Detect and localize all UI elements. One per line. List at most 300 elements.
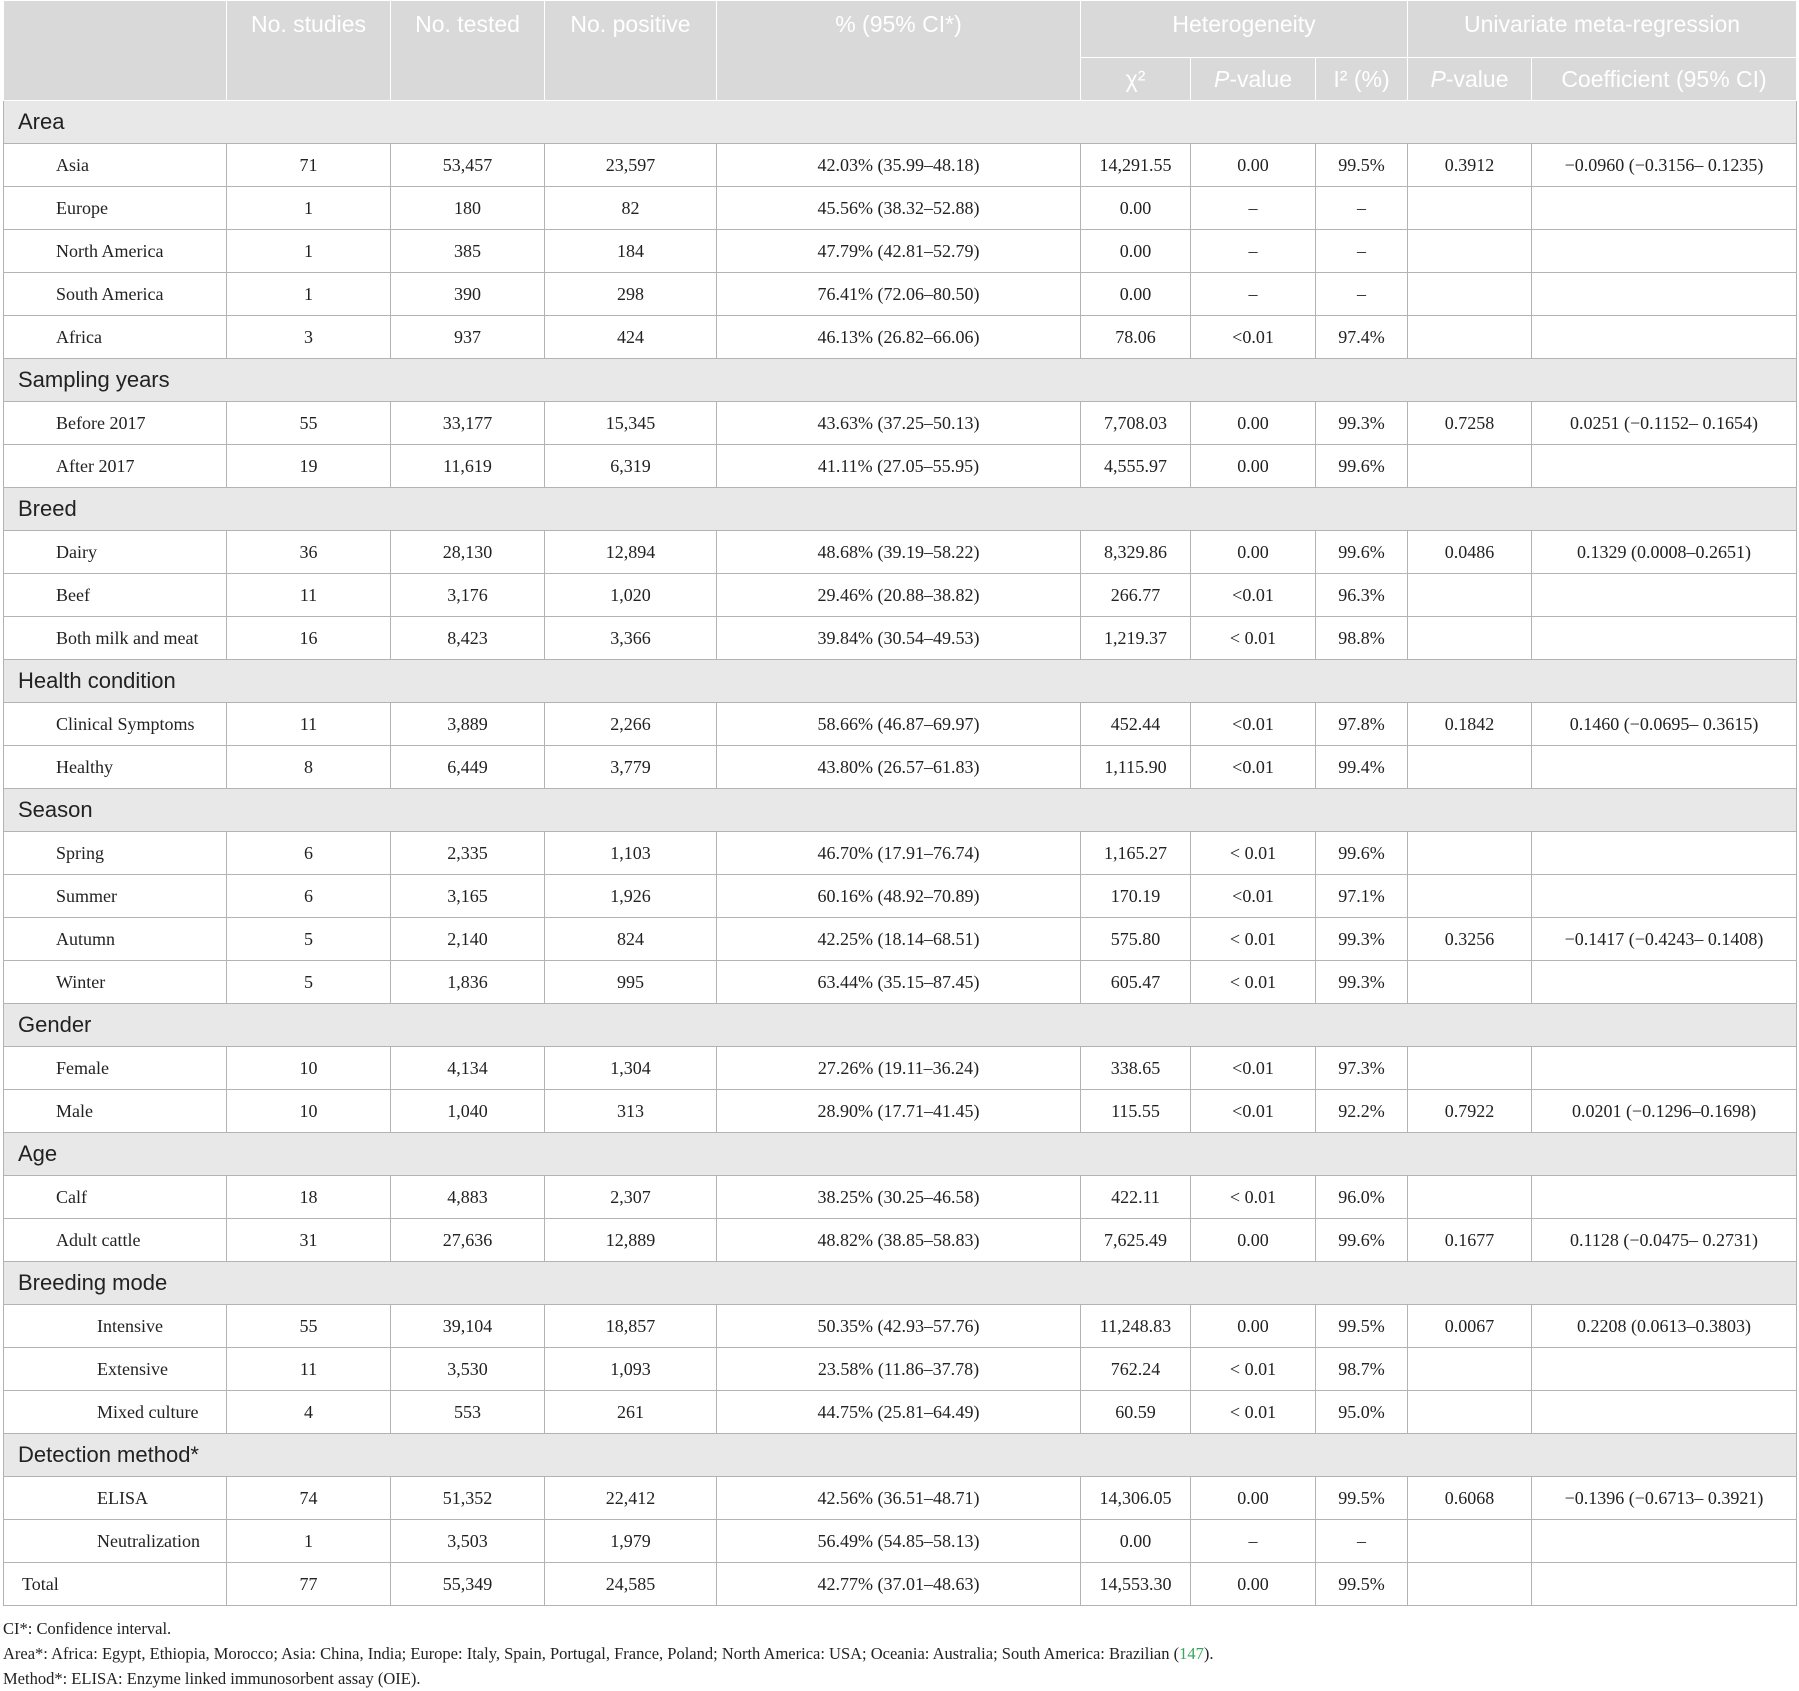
- i-squared-cell: 99.6%: [1316, 1219, 1408, 1262]
- table-row: [4, 402, 1797, 445]
- i-squared-cell: 99.4%: [1316, 746, 1408, 789]
- studies-cell: 6: [227, 832, 391, 875]
- studies-cell: 1: [227, 273, 391, 316]
- positive-cell: 2,266: [545, 703, 717, 746]
- table-row: [4, 1563, 1797, 1606]
- coefficient-cell: 0.1329 (0.0008–0.2651): [1532, 531, 1797, 574]
- percent-ci-cell: 63.44% (35.15–87.45): [717, 961, 1081, 1004]
- row-label: Spring: [4, 832, 227, 875]
- coefficient-cell: −0.1396 (−0.6713– 0.3921): [1532, 1477, 1797, 1520]
- positive-cell: 15,345: [545, 402, 717, 445]
- chi-square-cell: 452.44: [1081, 703, 1191, 746]
- positive-cell: 12,889: [545, 1219, 717, 1262]
- i-squared-cell: 99.5%: [1316, 144, 1408, 187]
- coefficient-cell: [1532, 316, 1797, 359]
- tested-cell: 1,836: [391, 961, 545, 1004]
- meta-p-value-cell: [1408, 746, 1532, 789]
- section-title: Health condition: [4, 660, 1797, 703]
- chi-square-cell: 4,555.97: [1081, 445, 1191, 488]
- chi-square-cell: 0.00: [1081, 230, 1191, 273]
- coefficient-cell: [1532, 1047, 1797, 1090]
- row-label: Autumn: [4, 918, 227, 961]
- p-value-cell: –: [1191, 230, 1316, 273]
- row-label: Female: [4, 1047, 227, 1090]
- header-p-value: P-value: [1191, 58, 1316, 101]
- header-positive: No. positive: [545, 1, 717, 101]
- coefficient-cell: [1532, 617, 1797, 660]
- meta-p-value-cell: 0.1842: [1408, 703, 1532, 746]
- row-label: After 2017: [4, 445, 227, 488]
- positive-cell: 824: [545, 918, 717, 961]
- table-footnotes: [3, 1616, 1796, 1691]
- i-squared-cell: 98.8%: [1316, 617, 1408, 660]
- studies-cell: 11: [227, 574, 391, 617]
- table-row: [4, 746, 1797, 789]
- section-title: Breed: [4, 488, 1797, 531]
- coefficient-cell: [1532, 875, 1797, 918]
- chi-square-cell: 8,329.86: [1081, 531, 1191, 574]
- chi-square-cell: 338.65: [1081, 1047, 1191, 1090]
- meta-p-value-cell: [1408, 445, 1532, 488]
- i-squared-cell: 92.2%: [1316, 1090, 1408, 1133]
- table-row: [4, 316, 1797, 359]
- tested-cell: 180: [391, 187, 545, 230]
- percent-ci-cell: 47.79% (42.81–52.79): [717, 230, 1081, 273]
- i-squared-cell: 99.6%: [1316, 445, 1408, 488]
- percent-ci-cell: 43.63% (37.25–50.13): [717, 402, 1081, 445]
- tested-cell: 390: [391, 273, 545, 316]
- p-value-cell: < 0.01: [1191, 1348, 1316, 1391]
- meta-p-value-cell: [1408, 875, 1532, 918]
- coefficient-cell: 0.1128 (−0.0475– 0.2731): [1532, 1219, 1797, 1262]
- p-value-cell: < 0.01: [1191, 1176, 1316, 1219]
- row-label: Calf: [4, 1176, 227, 1219]
- coefficient-cell: [1532, 273, 1797, 316]
- section-row: [4, 1434, 1797, 1477]
- section-title: Area: [4, 101, 1797, 144]
- studies-cell: 10: [227, 1047, 391, 1090]
- tested-cell: 3,530: [391, 1348, 545, 1391]
- positive-cell: 82: [545, 187, 717, 230]
- percent-ci-cell: 60.16% (48.92–70.89): [717, 875, 1081, 918]
- p-value-cell: <0.01: [1191, 746, 1316, 789]
- row-label: Extensive: [4, 1348, 227, 1391]
- row-label: Clinical Symptoms: [4, 703, 227, 746]
- row-label: Total: [4, 1563, 227, 1606]
- footnote-area: Area*: Africa: Egypt, Ethiopia, Morocco; Asia: China, India; Europe: Italy, Spain, Portugal, France, Poland; North America: USA; Oceania: Australia; South America: Brazilian (147).: [3, 1644, 1214, 1663]
- section-row: [4, 101, 1797, 144]
- section-title: Season: [4, 789, 1797, 832]
- p-value-cell: < 0.01: [1191, 617, 1316, 660]
- tested-cell: 937: [391, 316, 545, 359]
- studies-cell: 71: [227, 144, 391, 187]
- tested-cell: 553: [391, 1391, 545, 1434]
- p-value-cell: 0.00: [1191, 1219, 1316, 1262]
- p-value-cell: < 0.01: [1191, 832, 1316, 875]
- positive-cell: 12,894: [545, 531, 717, 574]
- percent-ci-cell: 39.84% (30.54–49.53): [717, 617, 1081, 660]
- i-squared-cell: 96.3%: [1316, 574, 1408, 617]
- section-title: Detection method*: [4, 1434, 1797, 1477]
- table-row: [4, 1520, 1797, 1563]
- percent-ci-cell: 58.66% (46.87–69.97): [717, 703, 1081, 746]
- meta-p-value-cell: 0.7258: [1408, 402, 1532, 445]
- chi-square-cell: 115.55: [1081, 1090, 1191, 1133]
- tested-cell: 2,335: [391, 832, 545, 875]
- studies-cell: 1: [227, 187, 391, 230]
- p-value-cell: 0.00: [1191, 1305, 1316, 1348]
- i-squared-cell: 95.0%: [1316, 1391, 1408, 1434]
- positive-cell: 1,093: [545, 1348, 717, 1391]
- percent-ci-cell: 28.90% (17.71–41.45): [717, 1090, 1081, 1133]
- p-value-cell: –: [1191, 187, 1316, 230]
- i-squared-cell: 99.5%: [1316, 1563, 1408, 1606]
- header-i-squared: I² (%): [1316, 58, 1408, 101]
- studies-cell: 5: [227, 918, 391, 961]
- studies-cell: 16: [227, 617, 391, 660]
- meta-p-value-cell: 0.0067: [1408, 1305, 1532, 1348]
- percent-ci-cell: 42.77% (37.01–48.63): [717, 1563, 1081, 1606]
- results-table: [3, 0, 1797, 1606]
- tested-cell: 3,176: [391, 574, 545, 617]
- tested-cell: 3,889: [391, 703, 545, 746]
- p-value-cell: –: [1191, 1520, 1316, 1563]
- i-squared-cell: –: [1316, 273, 1408, 316]
- percent-ci-cell: 48.82% (38.85–58.83): [717, 1219, 1081, 1262]
- p-value-cell: <0.01: [1191, 1047, 1316, 1090]
- studies-cell: 10: [227, 1090, 391, 1133]
- positive-cell: 313: [545, 1090, 717, 1133]
- p-value-cell: <0.01: [1191, 574, 1316, 617]
- meta-p-value-cell: 0.0486: [1408, 531, 1532, 574]
- coefficient-cell: [1532, 1176, 1797, 1219]
- positive-cell: 424: [545, 316, 717, 359]
- row-label: Dairy: [4, 531, 227, 574]
- coefficient-cell: [1532, 1520, 1797, 1563]
- row-label: Asia: [4, 144, 227, 187]
- tested-cell: 39,104: [391, 1305, 545, 1348]
- percent-ci-cell: 50.35% (42.93–57.76): [717, 1305, 1081, 1348]
- percent-ci-cell: 38.25% (30.25–46.58): [717, 1176, 1081, 1219]
- section-row: [4, 660, 1797, 703]
- row-label: Healthy: [4, 746, 227, 789]
- positive-cell: 1,304: [545, 1047, 717, 1090]
- table-row: [4, 832, 1797, 875]
- coefficient-cell: [1532, 230, 1797, 273]
- tested-cell: 33,177: [391, 402, 545, 445]
- positive-cell: 184: [545, 230, 717, 273]
- positive-cell: 18,857: [545, 1305, 717, 1348]
- p-value-cell: 0.00: [1191, 402, 1316, 445]
- percent-ci-cell: 76.41% (72.06–80.50): [717, 273, 1081, 316]
- tested-cell: 385: [391, 230, 545, 273]
- p-value-cell: 0.00: [1191, 1477, 1316, 1520]
- p-value-cell: <0.01: [1191, 875, 1316, 918]
- coefficient-cell: 0.2208 (0.0613–0.3803): [1532, 1305, 1797, 1348]
- positive-cell: 298: [545, 273, 717, 316]
- positive-cell: 261: [545, 1391, 717, 1434]
- meta-p-value-cell: 0.3256: [1408, 918, 1532, 961]
- tested-cell: 6,449: [391, 746, 545, 789]
- header-studies: No. studies: [227, 1, 391, 101]
- meta-p-value-cell: [1408, 316, 1532, 359]
- coefficient-cell: [1532, 1563, 1797, 1606]
- p-value-cell: 0.00: [1191, 531, 1316, 574]
- chi-square-cell: 1,165.27: [1081, 832, 1191, 875]
- table-row: [4, 703, 1797, 746]
- footnote-ci: CI*: Confidence interval.: [3, 1619, 172, 1638]
- studies-cell: 19: [227, 445, 391, 488]
- table-row: [4, 273, 1797, 316]
- table-row: [4, 230, 1797, 273]
- row-label: Intensive: [4, 1305, 227, 1348]
- i-squared-cell: –: [1316, 230, 1408, 273]
- row-label: Winter: [4, 961, 227, 1004]
- table-row: [4, 1090, 1797, 1133]
- row-label: Africa: [4, 316, 227, 359]
- meta-p-value-cell: [1408, 961, 1532, 1004]
- table-row: [4, 617, 1797, 660]
- positive-cell: 24,585: [545, 1563, 717, 1606]
- percent-ci-cell: 44.75% (25.81–64.49): [717, 1391, 1081, 1434]
- table-row: [4, 531, 1797, 574]
- document-page: [3, 0, 1796, 1691]
- i-squared-cell: 99.5%: [1316, 1477, 1408, 1520]
- row-label: Both milk and meat: [4, 617, 227, 660]
- percent-ci-cell: 56.49% (54.85–58.13): [717, 1520, 1081, 1563]
- table-row: [4, 1305, 1797, 1348]
- meta-p-value-cell: [1408, 617, 1532, 660]
- section-title: Breeding mode: [4, 1262, 1797, 1305]
- chi-square-cell: 0.00: [1081, 273, 1191, 316]
- section-row: [4, 359, 1797, 402]
- i-squared-cell: –: [1316, 1520, 1408, 1563]
- studies-cell: 11: [227, 1348, 391, 1391]
- chi-square-cell: 14,306.05: [1081, 1477, 1191, 1520]
- header-blank: [4, 1, 227, 101]
- p-value-cell: < 0.01: [1191, 1391, 1316, 1434]
- p-value-cell: <0.01: [1191, 316, 1316, 359]
- coefficient-cell: [1532, 445, 1797, 488]
- tested-cell: 4,134: [391, 1047, 545, 1090]
- tested-cell: 51,352: [391, 1477, 545, 1520]
- table-row: [4, 961, 1797, 1004]
- meta-p-value-cell: [1408, 1348, 1532, 1391]
- percent-ci-cell: 42.25% (18.14–68.51): [717, 918, 1081, 961]
- chi-square-cell: 0.00: [1081, 187, 1191, 230]
- p-value-cell: 0.00: [1191, 144, 1316, 187]
- tested-cell: 28,130: [391, 531, 545, 574]
- meta-p-value-cell: [1408, 230, 1532, 273]
- section-row: [4, 488, 1797, 531]
- percent-ci-cell: 29.46% (20.88–38.82): [717, 574, 1081, 617]
- studies-cell: 77: [227, 1563, 391, 1606]
- meta-p-value-cell: [1408, 1047, 1532, 1090]
- positive-cell: 1,103: [545, 832, 717, 875]
- header-meta-p-value: P-value: [1408, 58, 1532, 101]
- studies-cell: 18: [227, 1176, 391, 1219]
- chi-square-cell: 0.00: [1081, 1520, 1191, 1563]
- meta-p-value-cell: [1408, 1176, 1532, 1219]
- meta-p-value-cell: [1408, 832, 1532, 875]
- meta-p-value-cell: 0.3912: [1408, 144, 1532, 187]
- p-value-cell: <0.01: [1191, 703, 1316, 746]
- header-meta-regression: Univariate meta-regression: [1408, 1, 1797, 58]
- tested-cell: 8,423: [391, 617, 545, 660]
- i-squared-cell: –: [1316, 187, 1408, 230]
- meta-p-value-cell: [1408, 574, 1532, 617]
- p-value-cell: < 0.01: [1191, 918, 1316, 961]
- positive-cell: 1,979: [545, 1520, 717, 1563]
- percent-ci-cell: 23.58% (11.86–37.78): [717, 1348, 1081, 1391]
- studies-cell: 1: [227, 230, 391, 273]
- chi-square-cell: 11,248.83: [1081, 1305, 1191, 1348]
- section-title: Sampling years: [4, 359, 1797, 402]
- section-title: Age: [4, 1133, 1797, 1176]
- studies-cell: 55: [227, 402, 391, 445]
- i-squared-cell: 97.1%: [1316, 875, 1408, 918]
- chi-square-cell: 60.59: [1081, 1391, 1191, 1434]
- studies-cell: 5: [227, 961, 391, 1004]
- p-value-cell: 0.00: [1191, 445, 1316, 488]
- positive-cell: 1,020: [545, 574, 717, 617]
- table-row: [4, 187, 1797, 230]
- table-row: [4, 1047, 1797, 1090]
- tested-cell: 3,165: [391, 875, 545, 918]
- chi-square-cell: 1,115.90: [1081, 746, 1191, 789]
- row-label: Summer: [4, 875, 227, 918]
- table-row: [4, 574, 1797, 617]
- studies-cell: 11: [227, 703, 391, 746]
- i-squared-cell: 97.4%: [1316, 316, 1408, 359]
- tested-cell: 11,619: [391, 445, 545, 488]
- positive-cell: 6,319: [545, 445, 717, 488]
- tested-cell: 27,636: [391, 1219, 545, 1262]
- coefficient-cell: [1532, 1348, 1797, 1391]
- coefficient-cell: 0.1460 (−0.0695– 0.3615): [1532, 703, 1797, 746]
- meta-p-value-cell: 0.6068: [1408, 1477, 1532, 1520]
- chi-square-cell: 575.80: [1081, 918, 1191, 961]
- positive-cell: 3,779: [545, 746, 717, 789]
- table-row: [4, 1391, 1797, 1434]
- studies-cell: 31: [227, 1219, 391, 1262]
- section-row: [4, 1004, 1797, 1047]
- coefficient-cell: −0.0960 (−0.3156– 0.1235): [1532, 144, 1797, 187]
- meta-p-value-cell: [1408, 187, 1532, 230]
- chi-square-cell: 422.11: [1081, 1176, 1191, 1219]
- coefficient-cell: −0.1417 (−0.4243– 0.1408): [1532, 918, 1797, 961]
- positive-cell: 1,926: [545, 875, 717, 918]
- tested-cell: 1,040: [391, 1090, 545, 1133]
- p-value-cell: < 0.01: [1191, 961, 1316, 1004]
- row-label: Mixed culture: [4, 1391, 227, 1434]
- section-row: [4, 1262, 1797, 1305]
- p-value-cell: <0.01: [1191, 1090, 1316, 1133]
- i-squared-cell: 99.6%: [1316, 832, 1408, 875]
- row-label: Europe: [4, 187, 227, 230]
- percent-ci-cell: 41.11% (27.05–55.95): [717, 445, 1081, 488]
- positive-cell: 995: [545, 961, 717, 1004]
- meta-p-value-cell: 0.1677: [1408, 1219, 1532, 1262]
- header-chi-square: χ²: [1081, 58, 1191, 101]
- studies-cell: 36: [227, 531, 391, 574]
- chi-square-cell: 170.19: [1081, 875, 1191, 918]
- meta-p-value-cell: [1408, 273, 1532, 316]
- studies-cell: 74: [227, 1477, 391, 1520]
- percent-ci-cell: 43.80% (26.57–61.83): [717, 746, 1081, 789]
- tested-cell: 3,503: [391, 1520, 545, 1563]
- chi-square-cell: 762.24: [1081, 1348, 1191, 1391]
- table-header: [4, 1, 1797, 101]
- i-squared-cell: 96.0%: [1316, 1176, 1408, 1219]
- footnote-method: Method*: ELISA: Enzyme linked immunosorbent assay (OIE).: [3, 1669, 421, 1688]
- coefficient-cell: [1532, 961, 1797, 1004]
- meta-p-value-cell: [1408, 1391, 1532, 1434]
- percent-ci-cell: 42.03% (35.99–48.18): [717, 144, 1081, 187]
- percent-ci-cell: 46.70% (17.91–76.74): [717, 832, 1081, 875]
- studies-cell: 6: [227, 875, 391, 918]
- tested-cell: 4,883: [391, 1176, 545, 1219]
- studies-cell: 1: [227, 1520, 391, 1563]
- table-row: [4, 144, 1797, 187]
- coefficient-cell: 0.0251 (−0.1152– 0.1654): [1532, 402, 1797, 445]
- reference-link[interactable]: 147: [1179, 1644, 1204, 1663]
- row-label: ELISA: [4, 1477, 227, 1520]
- positive-cell: 3,366: [545, 617, 717, 660]
- i-squared-cell: 99.6%: [1316, 531, 1408, 574]
- coefficient-cell: 0.0201 (−0.1296–0.1698): [1532, 1090, 1797, 1133]
- row-label: Neutralization: [4, 1520, 227, 1563]
- row-label: North America: [4, 230, 227, 273]
- chi-square-cell: 605.47: [1081, 961, 1191, 1004]
- header-coefficient: Coefficient (95% CI): [1532, 58, 1797, 101]
- i-squared-cell: 99.3%: [1316, 961, 1408, 1004]
- row-label: Beef: [4, 574, 227, 617]
- p-value-cell: –: [1191, 273, 1316, 316]
- i-squared-cell: 97.3%: [1316, 1047, 1408, 1090]
- table-row: [4, 1477, 1797, 1520]
- tested-cell: 2,140: [391, 918, 545, 961]
- table-row: [4, 445, 1797, 488]
- i-squared-cell: 99.5%: [1316, 1305, 1408, 1348]
- studies-cell: 3: [227, 316, 391, 359]
- positive-cell: 23,597: [545, 144, 717, 187]
- header-heterogeneity: Heterogeneity: [1081, 1, 1408, 58]
- coefficient-cell: [1532, 574, 1797, 617]
- percent-ci-cell: 46.13% (26.82–66.06): [717, 316, 1081, 359]
- p-value-cell: 0.00: [1191, 1563, 1316, 1606]
- percent-ci-cell: 42.56% (36.51–48.71): [717, 1477, 1081, 1520]
- percent-ci-cell: 27.26% (19.11–36.24): [717, 1047, 1081, 1090]
- row-label: Before 2017: [4, 402, 227, 445]
- studies-cell: 8: [227, 746, 391, 789]
- table-row: [4, 1219, 1797, 1262]
- header-tested: No. tested: [391, 1, 545, 101]
- percent-ci-cell: 45.56% (38.32–52.88): [717, 187, 1081, 230]
- studies-cell: 55: [227, 1305, 391, 1348]
- i-squared-cell: 99.3%: [1316, 402, 1408, 445]
- i-squared-cell: 99.3%: [1316, 918, 1408, 961]
- meta-p-value-cell: [1408, 1563, 1532, 1606]
- section-row: [4, 789, 1797, 832]
- chi-square-cell: 7,708.03: [1081, 402, 1191, 445]
- i-squared-cell: 97.8%: [1316, 703, 1408, 746]
- header-percent-ci: % (95% CI*): [717, 1, 1081, 101]
- coefficient-cell: [1532, 746, 1797, 789]
- percent-ci-cell: 48.68% (39.19–58.22): [717, 531, 1081, 574]
- tested-cell: 55,349: [391, 1563, 545, 1606]
- meta-p-value-cell: 0.7922: [1408, 1090, 1532, 1133]
